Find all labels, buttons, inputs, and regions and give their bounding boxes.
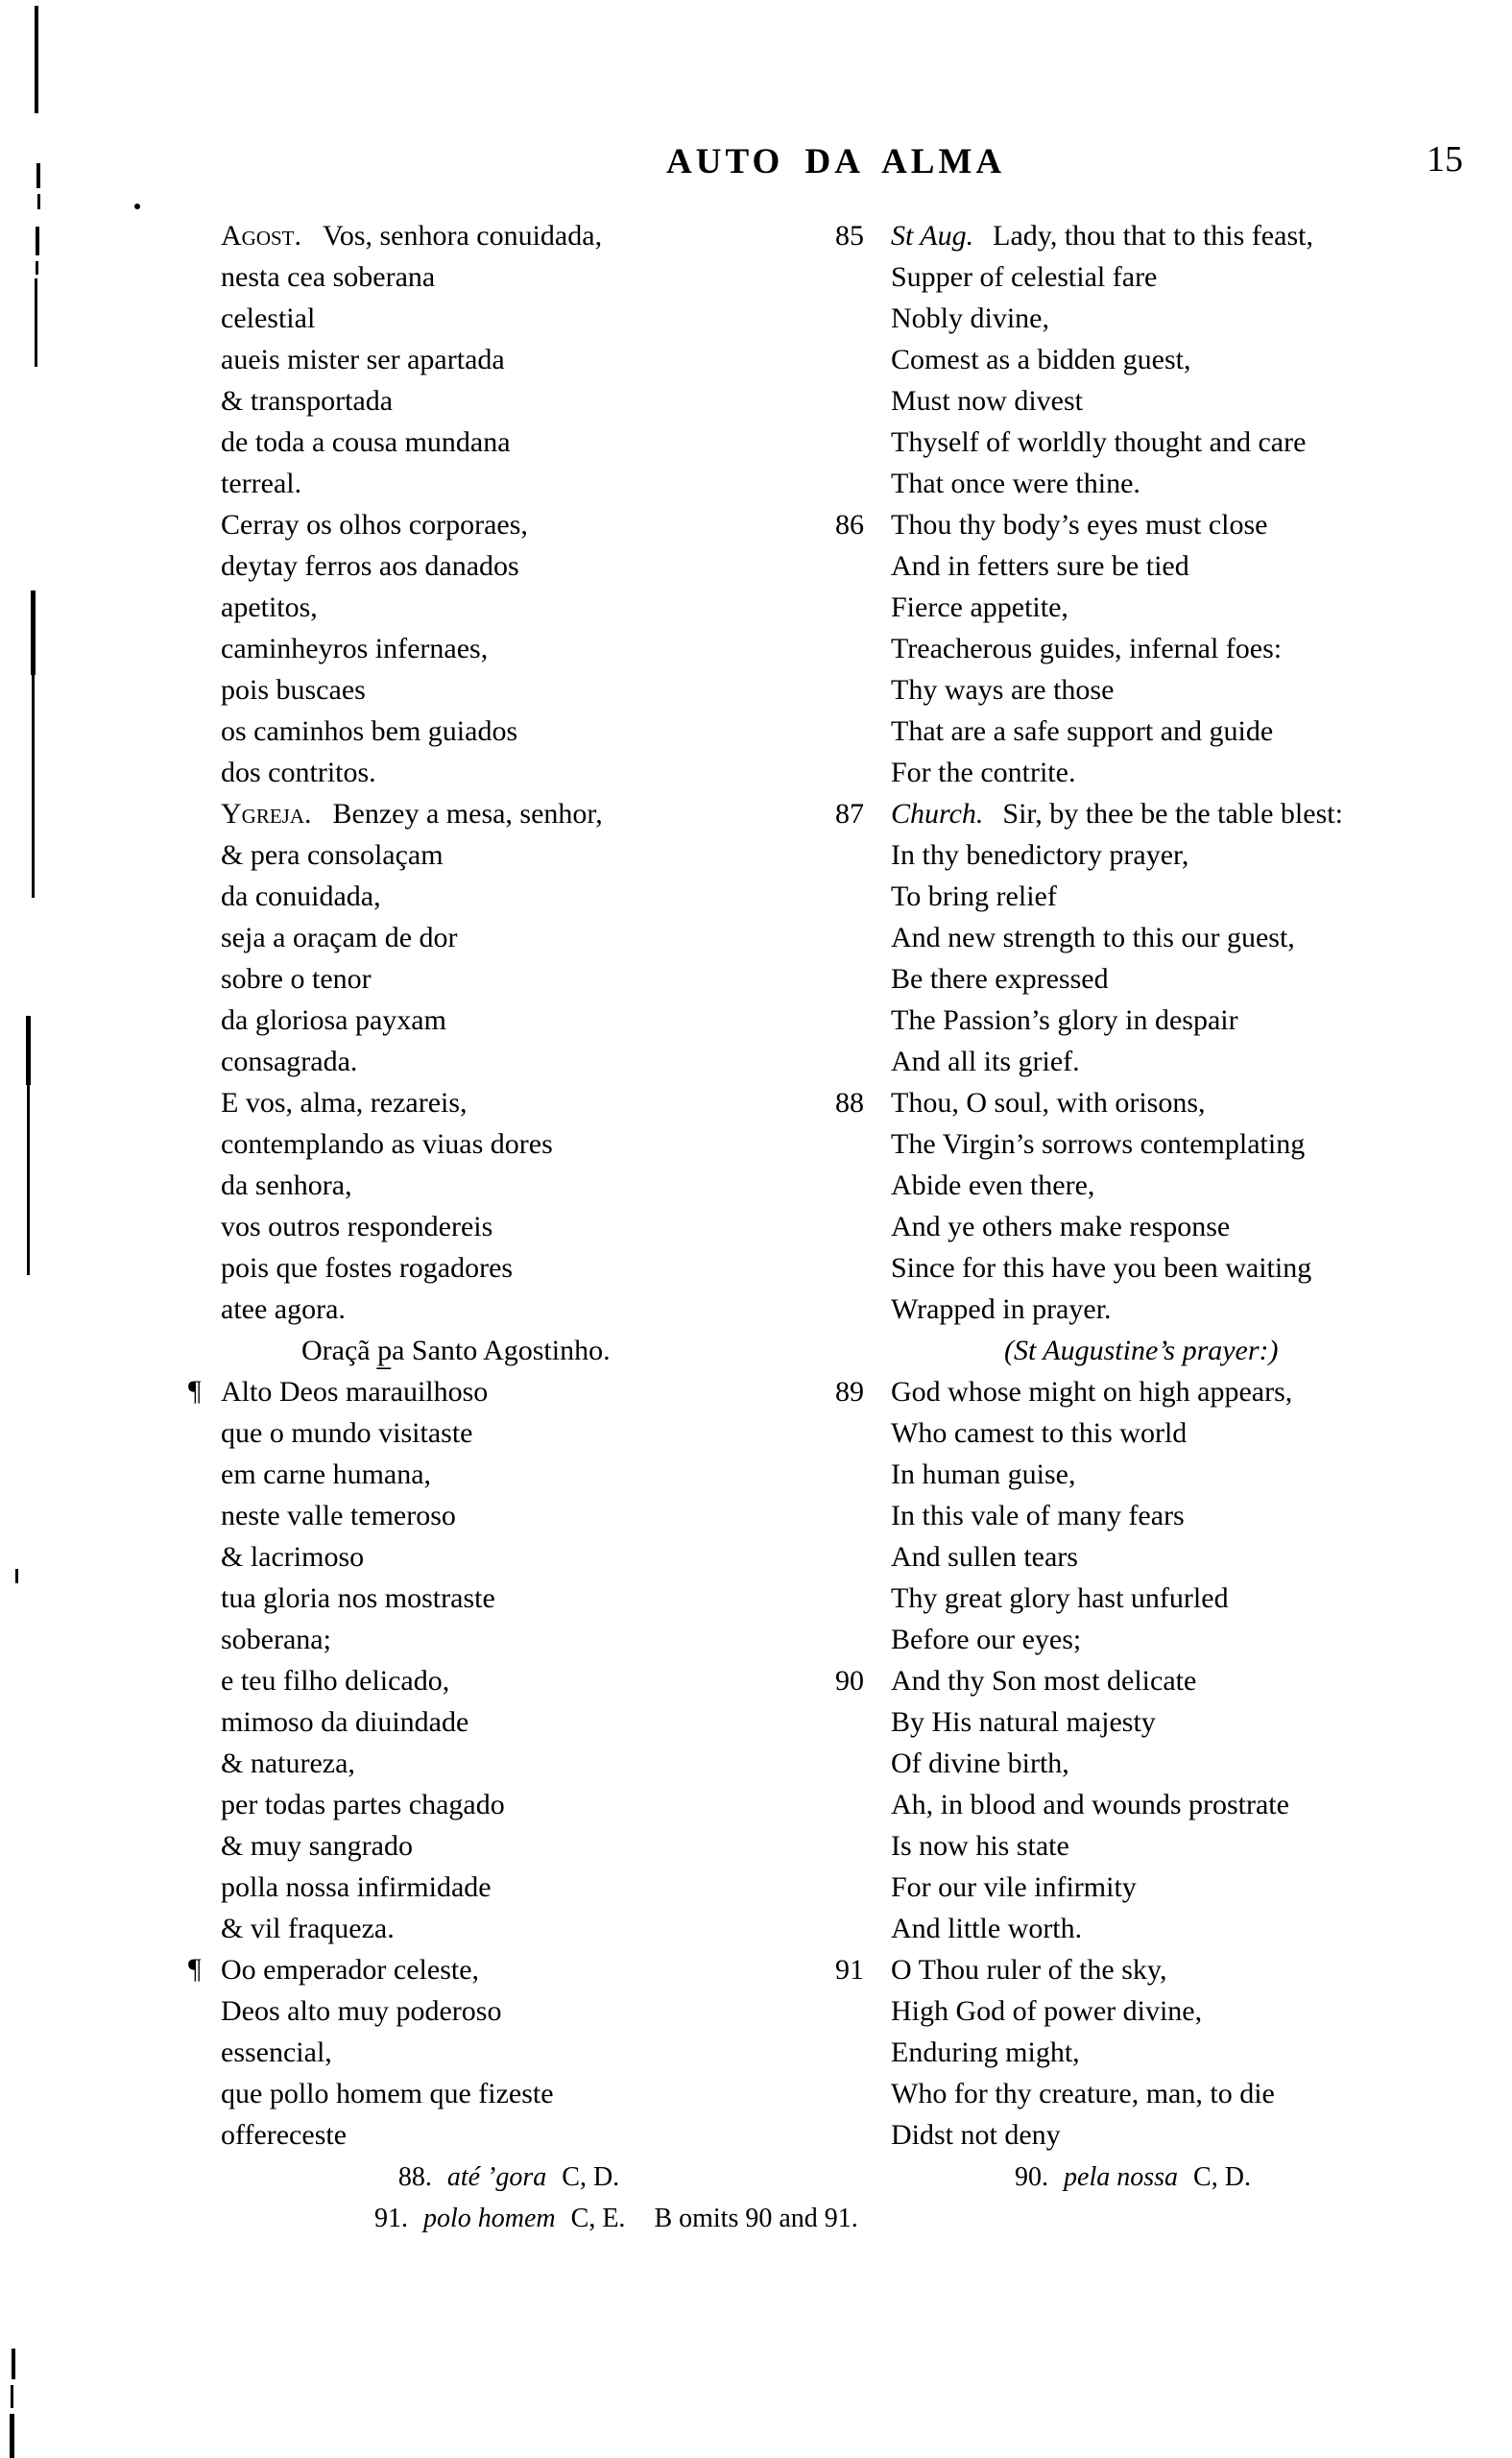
verse-text: polla nossa infirmidade xyxy=(221,1871,492,1903)
verse-text: Supper of celestial fare xyxy=(891,261,1158,293)
verse-text: The Virgin’s sorrows contemplating xyxy=(891,1128,1306,1160)
verse-text: O Thou ruler of the sky, xyxy=(891,1954,1167,1986)
footnote-refs: C, D. xyxy=(562,2162,620,2192)
left-verse-line xyxy=(221,628,806,669)
left-verse-line xyxy=(221,1041,806,1082)
verse-text: da senhora, xyxy=(221,1169,352,1201)
right-verse-line xyxy=(835,793,1469,834)
left-verse-line xyxy=(221,1743,806,1784)
left-verse-line xyxy=(221,463,806,504)
verse-text: os caminhos bem guiados xyxy=(221,715,518,747)
left-verse-line xyxy=(221,215,806,256)
verse-text: & transportada xyxy=(221,385,394,417)
left-verse-line xyxy=(221,711,806,752)
verse-text: pois buscaes xyxy=(221,674,366,706)
left-verse-line xyxy=(221,958,806,1000)
right-verse-line xyxy=(835,1000,1469,1041)
left-verse-line xyxy=(221,1000,806,1041)
right-verse-line xyxy=(835,876,1469,917)
verse-text: contemplando as viuas dores xyxy=(221,1128,553,1160)
right-verse-line xyxy=(835,1247,1469,1289)
verse-text: offereceste xyxy=(221,2119,348,2151)
right-verse-line xyxy=(835,215,1469,256)
speaker-label: Church. xyxy=(891,798,984,830)
footnote-number: 90. xyxy=(1015,2162,1049,2192)
footnote-lemma: até ’gora xyxy=(446,2162,547,2192)
verse-text: Who for thy creature, man, to die xyxy=(891,2078,1275,2109)
verse-text: Thyself of worldly thought and care xyxy=(891,426,1307,458)
right-verse-line xyxy=(835,1495,1469,1536)
right-verse-line xyxy=(835,1289,1469,1330)
right-verse-line xyxy=(835,1784,1469,1825)
left-verse-line xyxy=(221,1784,806,1825)
right-verse-line xyxy=(835,256,1469,298)
right-verse-line xyxy=(835,2032,1469,2073)
left-verse-line xyxy=(221,669,806,711)
stanza-number: 89 xyxy=(835,1376,864,1408)
verse-text: mimoso da diuindade xyxy=(221,1706,469,1738)
right-verse-line xyxy=(835,1454,1469,1495)
portuguese-column xyxy=(188,215,806,2156)
scan-artifact-mark xyxy=(27,1083,30,1275)
left-verse-line xyxy=(221,422,806,463)
left-verse-line xyxy=(221,1908,806,1949)
verse-text: That are a safe support and guide xyxy=(891,715,1274,747)
verse-text: Treacherous guides, infernal foes: xyxy=(891,633,1283,664)
right-verse-line xyxy=(835,1701,1469,1743)
right-verse-line xyxy=(835,1371,1469,1412)
left-verse-line xyxy=(221,1867,806,1908)
verse-text: e teu filho delicado, xyxy=(221,1665,450,1697)
footnote-88 xyxy=(221,2158,797,2197)
right-verse-line xyxy=(835,1082,1469,1123)
verse-text: And in fetters sure be tied xyxy=(891,550,1189,582)
left-verse-line xyxy=(221,2073,806,2114)
verse-text: caminheyros infernaes, xyxy=(221,633,489,664)
verse-text: Nobly divine, xyxy=(891,302,1049,334)
right-verse-line xyxy=(835,834,1469,876)
verse-text: And all its grief. xyxy=(891,1046,1080,1077)
stanza-number: 90 xyxy=(835,1665,864,1697)
right-verse-line xyxy=(835,2114,1469,2156)
verse-text: & pera consolaçam xyxy=(221,839,444,871)
verse-text: de toda a cousa mundana xyxy=(221,426,511,458)
scan-artifact-mark xyxy=(37,194,40,209)
verse-text: Didst not deny xyxy=(891,2119,1061,2151)
right-verse-line xyxy=(835,1165,1469,1206)
verse-text: apetitos, xyxy=(221,591,318,623)
right-verse-line xyxy=(835,298,1469,339)
left-verse-line xyxy=(221,876,806,917)
left-verse-line xyxy=(221,587,806,628)
right-verse-line xyxy=(835,504,1469,545)
verse-text: consagrada. xyxy=(221,1046,358,1077)
speaker-label: St Aug. xyxy=(891,220,974,252)
scan-artifact-mark xyxy=(10,2414,14,2458)
left-verse-line xyxy=(221,834,806,876)
verse-text: For the contrite. xyxy=(891,757,1076,788)
left-verse-line xyxy=(221,1412,806,1454)
right-verse-line xyxy=(835,587,1469,628)
right-verse-line xyxy=(835,2073,1469,2114)
verse-text: celestial xyxy=(221,302,316,334)
verse-text: Vos, senhora conuidada, xyxy=(323,220,603,252)
verse-text: Thy great glory hast unfurled xyxy=(891,1582,1229,1614)
left-verse-line xyxy=(221,2114,806,2156)
left-verse-line xyxy=(221,1578,806,1619)
verse-text: In this vale of many fears xyxy=(891,1500,1185,1531)
verse-text: Thou thy body’s eyes must close xyxy=(891,509,1268,541)
verse-text: & natureza, xyxy=(221,1747,355,1779)
stanza-number: 88 xyxy=(835,1087,864,1119)
left-verse-line xyxy=(188,1371,806,1412)
verse-text: essencial, xyxy=(221,2036,332,2068)
footnote-refs: C, E. xyxy=(570,2204,626,2233)
footnote-90 xyxy=(864,2158,1402,2197)
verse-text: Of divine birth, xyxy=(891,1747,1069,1779)
verse-text: atee agora. xyxy=(221,1293,346,1325)
left-verse-line xyxy=(221,1990,806,2032)
verse-text: & muy sangrado xyxy=(221,1830,413,1862)
right-verse-line xyxy=(835,339,1469,380)
right-verse-line xyxy=(835,1041,1469,1082)
left-verse-line xyxy=(221,2032,806,2073)
stanza-number: 87 xyxy=(835,798,864,830)
stanza-number: 91 xyxy=(835,1954,864,1986)
verse-text: Sir, by thee be the table blest: xyxy=(1002,798,1343,830)
verse-text: In thy benedictory prayer, xyxy=(891,839,1189,871)
pilcrow-mark: ¶ xyxy=(188,1953,202,1985)
verse-text: que o mundo visitaste xyxy=(221,1417,473,1449)
verse-text: Before our eyes; xyxy=(891,1624,1082,1655)
left-verse-line xyxy=(221,1206,806,1247)
left-verse-line xyxy=(221,1825,806,1867)
verse-text: Thy ways are those xyxy=(891,674,1115,706)
left-verse-line xyxy=(221,298,806,339)
verse-text: To bring relief xyxy=(891,880,1057,912)
footnote-lemma: polo homem xyxy=(423,2204,556,2233)
right-verse-line xyxy=(835,1412,1469,1454)
footnote-lemma: pela nossa xyxy=(1064,2162,1179,2192)
verse-text: For our vile infirmity xyxy=(891,1871,1137,1903)
verse-text: And new strength to this our guest, xyxy=(891,922,1295,953)
right-verse-line xyxy=(835,1578,1469,1619)
left-verse-line xyxy=(221,339,806,380)
verse-text: Is now his state xyxy=(891,1830,1069,1862)
verse-text: E vos, alma, rezareis, xyxy=(221,1087,468,1119)
left-verse-line xyxy=(221,1701,806,1743)
left-verse-line xyxy=(221,1330,806,1371)
left-verse-line xyxy=(188,1949,806,1990)
verse-text: And sullen tears xyxy=(891,1541,1078,1573)
verse-text: Fierce appetite, xyxy=(891,591,1068,623)
verse-text: Thou, O soul, with orisons, xyxy=(891,1087,1206,1119)
verse-text: Deos alto muy poderoso xyxy=(221,1995,502,2027)
verse-text: pois que fostes rogadores xyxy=(221,1252,514,1284)
scan-artifact-mark xyxy=(35,6,38,113)
verse-text: sobre o tenor xyxy=(221,963,372,995)
verse-text: neste valle temeroso xyxy=(221,1500,456,1531)
scan-artifact-mark xyxy=(36,261,38,275)
verse-text: que pollo homem que fizeste xyxy=(221,2078,554,2109)
left-verse-line xyxy=(221,1454,806,1495)
left-verse-line xyxy=(221,1619,806,1660)
verse-text: Oraçã p̲a Santo Agostinho. xyxy=(301,1335,611,1366)
footnote-refs: C, D. xyxy=(1193,2162,1251,2192)
left-verse-line xyxy=(221,1495,806,1536)
verse-text: Wrapped in prayer. xyxy=(891,1293,1112,1325)
right-verse-line xyxy=(835,1536,1469,1578)
verse-text: soberana; xyxy=(221,1624,331,1655)
verse-text: That once were thine. xyxy=(891,468,1140,499)
right-verse-line xyxy=(835,422,1469,463)
left-verse-line xyxy=(221,1123,806,1165)
right-verse-line xyxy=(835,711,1469,752)
verse-text: seja a oraçam de dor xyxy=(221,922,458,953)
verse-text: Lady, thou that to this feast, xyxy=(993,220,1313,252)
verse-text: deytay ferros aos danados xyxy=(221,550,519,582)
verse-text: Abide even there, xyxy=(891,1169,1095,1201)
verse-text: By His natural majesty xyxy=(891,1706,1156,1738)
verse-text: Who camest to this world xyxy=(891,1417,1188,1449)
scan-artifact-mark xyxy=(12,2349,15,2379)
right-verse-line xyxy=(835,1867,1469,1908)
scan-artifact-mark xyxy=(36,227,39,255)
verse-text: Benzey a mesa, senhor, xyxy=(332,798,603,830)
verse-text: (St Augustine’s prayer:) xyxy=(1004,1335,1279,1366)
right-verse-line xyxy=(835,463,1469,504)
scan-artifact-mark xyxy=(35,278,37,367)
footnote-91 xyxy=(374,2200,858,2238)
verse-text: Alto Deos marauilhoso xyxy=(221,1376,489,1408)
verse-text: da gloriosa payxam xyxy=(221,1004,446,1036)
stanza-number: 86 xyxy=(835,509,864,541)
right-verse-line xyxy=(835,628,1469,669)
english-column xyxy=(835,215,1469,2156)
left-verse-line xyxy=(221,1536,806,1578)
speaker-label: Ygreja. xyxy=(221,798,312,830)
scan-artifact-mark xyxy=(11,2385,13,2408)
left-verse-line xyxy=(221,504,806,545)
left-verse-line xyxy=(221,1082,806,1123)
verse-text: Comest as a bidden guest, xyxy=(891,344,1191,375)
right-verse-line xyxy=(835,669,1469,711)
footnote-number: 91. xyxy=(374,2204,408,2233)
page-number: 15 xyxy=(1427,139,1463,180)
right-verse-line xyxy=(835,1825,1469,1867)
verse-text: The Passion’s glory in despair xyxy=(891,1004,1238,1036)
right-verse-line xyxy=(835,1123,1469,1165)
verse-text: tua gloria nos mostraste xyxy=(221,1582,495,1614)
left-verse-line xyxy=(221,1165,806,1206)
verse-text: da conuidada, xyxy=(221,880,381,912)
right-verse-line xyxy=(835,1949,1469,1990)
verse-text: Since for this have you been waiting xyxy=(891,1252,1312,1284)
scan-artifact-mark xyxy=(32,672,35,898)
page-title: AUTO DA ALMA xyxy=(666,142,1006,181)
left-verse-line xyxy=(221,793,806,834)
scan-artifact-dot xyxy=(134,204,140,209)
left-verse-line xyxy=(221,545,806,587)
right-verse-line xyxy=(835,1990,1469,2032)
left-verse-line xyxy=(221,256,806,298)
verse-text: & lacrimoso xyxy=(221,1541,365,1573)
verse-text: Cerray os olhos corporaes, xyxy=(221,509,528,541)
left-verse-line xyxy=(221,1660,806,1701)
footnote-omission-note: B omits 90 and 91. xyxy=(654,2204,858,2233)
verse-text: God whose might on high appears, xyxy=(891,1376,1293,1408)
pilcrow-mark: ¶ xyxy=(188,1375,202,1407)
verse-text: dos contritos. xyxy=(221,757,376,788)
scan-artifact-mark xyxy=(31,590,36,675)
right-verse-line xyxy=(835,917,1469,958)
right-verse-line xyxy=(835,1908,1469,1949)
verse-text: Be there expressed xyxy=(891,963,1109,995)
right-verse-line xyxy=(835,1660,1469,1701)
verse-text: And little worth. xyxy=(891,1913,1083,1944)
right-verse-line xyxy=(835,545,1469,587)
verse-text: per todas partes chagado xyxy=(221,1789,505,1820)
verse-text: Oo emperador celeste, xyxy=(221,1954,480,1986)
left-verse-line xyxy=(221,917,806,958)
left-verse-line xyxy=(221,1289,806,1330)
verse-text: Must now divest xyxy=(891,385,1084,417)
right-verse-line xyxy=(835,380,1469,422)
verse-text: Ah, in blood and wounds prostrate xyxy=(891,1789,1289,1820)
verse-text: vos outros respondereis xyxy=(221,1211,493,1242)
right-verse-line xyxy=(835,1206,1469,1247)
right-verse-line xyxy=(835,1619,1469,1660)
verse-text: aueis mister ser apartada xyxy=(221,344,505,375)
verse-text: em carne humana, xyxy=(221,1458,432,1490)
verse-text: Enduring might, xyxy=(891,2036,1080,2068)
scan-artifact-mark xyxy=(36,163,40,188)
verse-text: High God of power divine, xyxy=(891,1995,1203,2027)
verse-text: In human guise, xyxy=(891,1458,1076,1490)
stanza-number: 85 xyxy=(835,220,864,252)
verse-text: And ye others make response xyxy=(891,1211,1231,1242)
scan-artifact-mark xyxy=(15,1569,18,1583)
left-verse-line xyxy=(221,752,806,793)
scan-artifact-mark xyxy=(26,1016,31,1085)
right-verse-line xyxy=(835,752,1469,793)
verse-text: & vil fraqueza. xyxy=(221,1913,395,1944)
verse-text: And thy Son most delicate xyxy=(891,1665,1197,1697)
verse-text: terreal. xyxy=(221,468,302,499)
speaker-label: Agost. xyxy=(221,220,302,252)
left-verse-line xyxy=(221,1247,806,1289)
verse-text: nesta cea soberana xyxy=(221,261,436,293)
right-verse-line xyxy=(835,1330,1469,1371)
footnote-number: 88. xyxy=(397,2162,432,2192)
right-verse-line xyxy=(835,1743,1469,1784)
left-verse-line xyxy=(221,380,806,422)
right-verse-line xyxy=(835,958,1469,1000)
